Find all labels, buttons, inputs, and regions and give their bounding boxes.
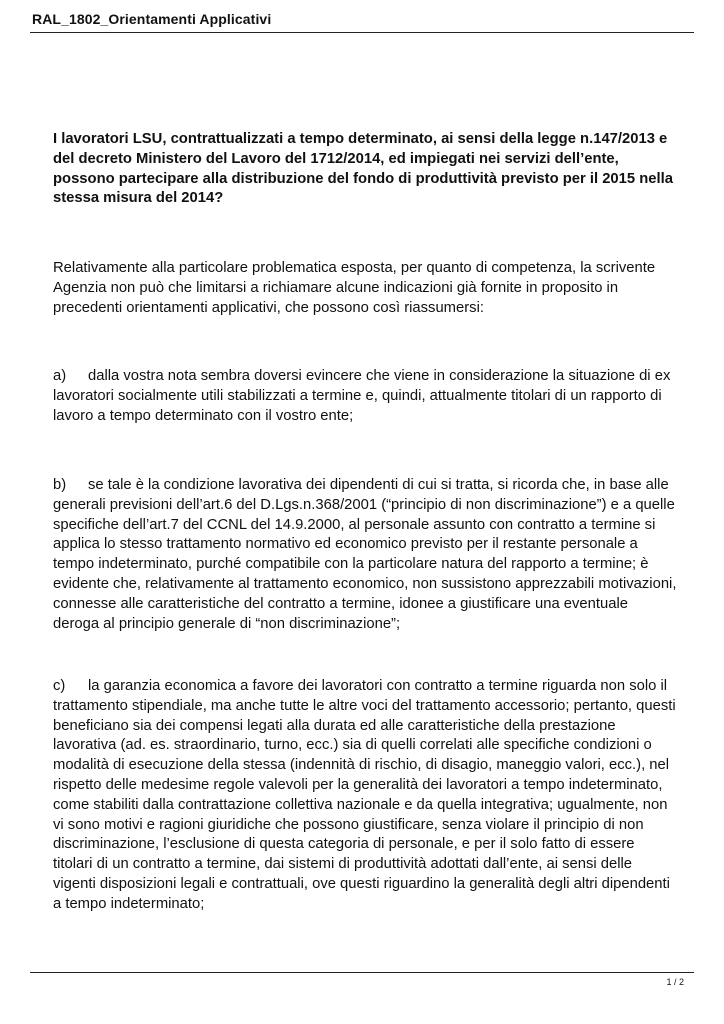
list-marker-c: c) [53,678,66,694]
list-item-b [53,476,677,634]
page-number: 1 / 2 [666,977,684,987]
page-header [30,6,694,33]
list-item-c-text: la garanzia economica a favore dei lavoratori con contratto a termine riguarda non solo il trattamento stipendiale, ma anche tutte le altre voci del trattamento accessorio; pertanto, questi beneficiano sia dei compensi legati alla durata ed alle caratteristiche della prestazione lavorativa (ad. es. straordinario, turno, ecc.) sia di quelli correlati alle specifiche condizioni o modalità di esecuzione della stessa (indennità di rischio, di disagio, maneggio valori, ecc.), nel rispetto delle medesime regole valevoli per la generalità dei lavoratori a tempo indeterminato, come stabiliti dalla contrattazione collettiva nazionale e da quella integrativa; ugualmente, non vi sono motivi e ragioni giuridiche che possono giustificare, senza violare il principio di non discriminazione, l’esclusione di questa categoria di personale, e per il solo fatto di essere titolari di un contratto a termine, dai sistemi di produttività adottati dall’ente, ai sensi delle vigenti disposizioni legali e contrattuali, ove questi riguardino la generalità degli altri dipendenti a tempo indeterminato; [53,678,676,912]
intro-paragraph: Relativamente alla particolare problematica esposta, per quanto di competenza, la scrivente Agenzia non può che limitarsi a richiamare alcune indicazioni già fornite in proposito in precedenti orientamenti applicativi, che possono così riassumersi: [53,260,656,316]
list-item-b-text: se tale è la condizione lavorativa dei dipendenti di cui si tratta, si ricorda che, in base alle generali previsioni dell’art.6 del D.Lgs.n.368/2001 (“principio di non discriminazione”) e a quelle specifiche dell’art.7 del CCNL del 14.9.2000, al personale assunto con contratto a termine si applica lo stesso trattamento normativo ed economico previsto per il restante personale a tempo indeterminato, purché compatibile con la particolare natura del rapporto a termine; è evidente che, relativamente al trattamento economico, non sussistono apprezzabili motivazioni, connesse alle caratteristiche del contratto a termine, idonee a giustificare una eventuale deroga al principio generale di “non discriminazione”; [53,477,677,632]
list-marker-a: a) [53,368,67,384]
document-title: RAL_1802_Orientamenti Applicativi [32,11,272,27]
list-item-a-text: dalla vostra nota sembra doversi evincere che viene in considerazione la situazione di ex lavoratori socialmente utili stabilizzati a termine e, quindi, attualmente titolari di un rapporto di lavoro a tempo determinato con il vostro ente; [53,368,671,424]
page-footer [30,972,694,997]
list-item-a [53,367,677,426]
list-marker-b: b) [53,477,67,493]
list-item-c [53,677,677,915]
question-heading: I lavoratori LSU, contrattualizzati a tempo determinato, ai sensi della legge n.147/2013 e del decreto Ministero del Lavoro del 1712/2014, ed impiegati nei servizi dell’ente, possono partecipare alla distribuzione del fondo di produttività previsto per il 2015 nella stessa misura del 2014? [53,131,673,207]
